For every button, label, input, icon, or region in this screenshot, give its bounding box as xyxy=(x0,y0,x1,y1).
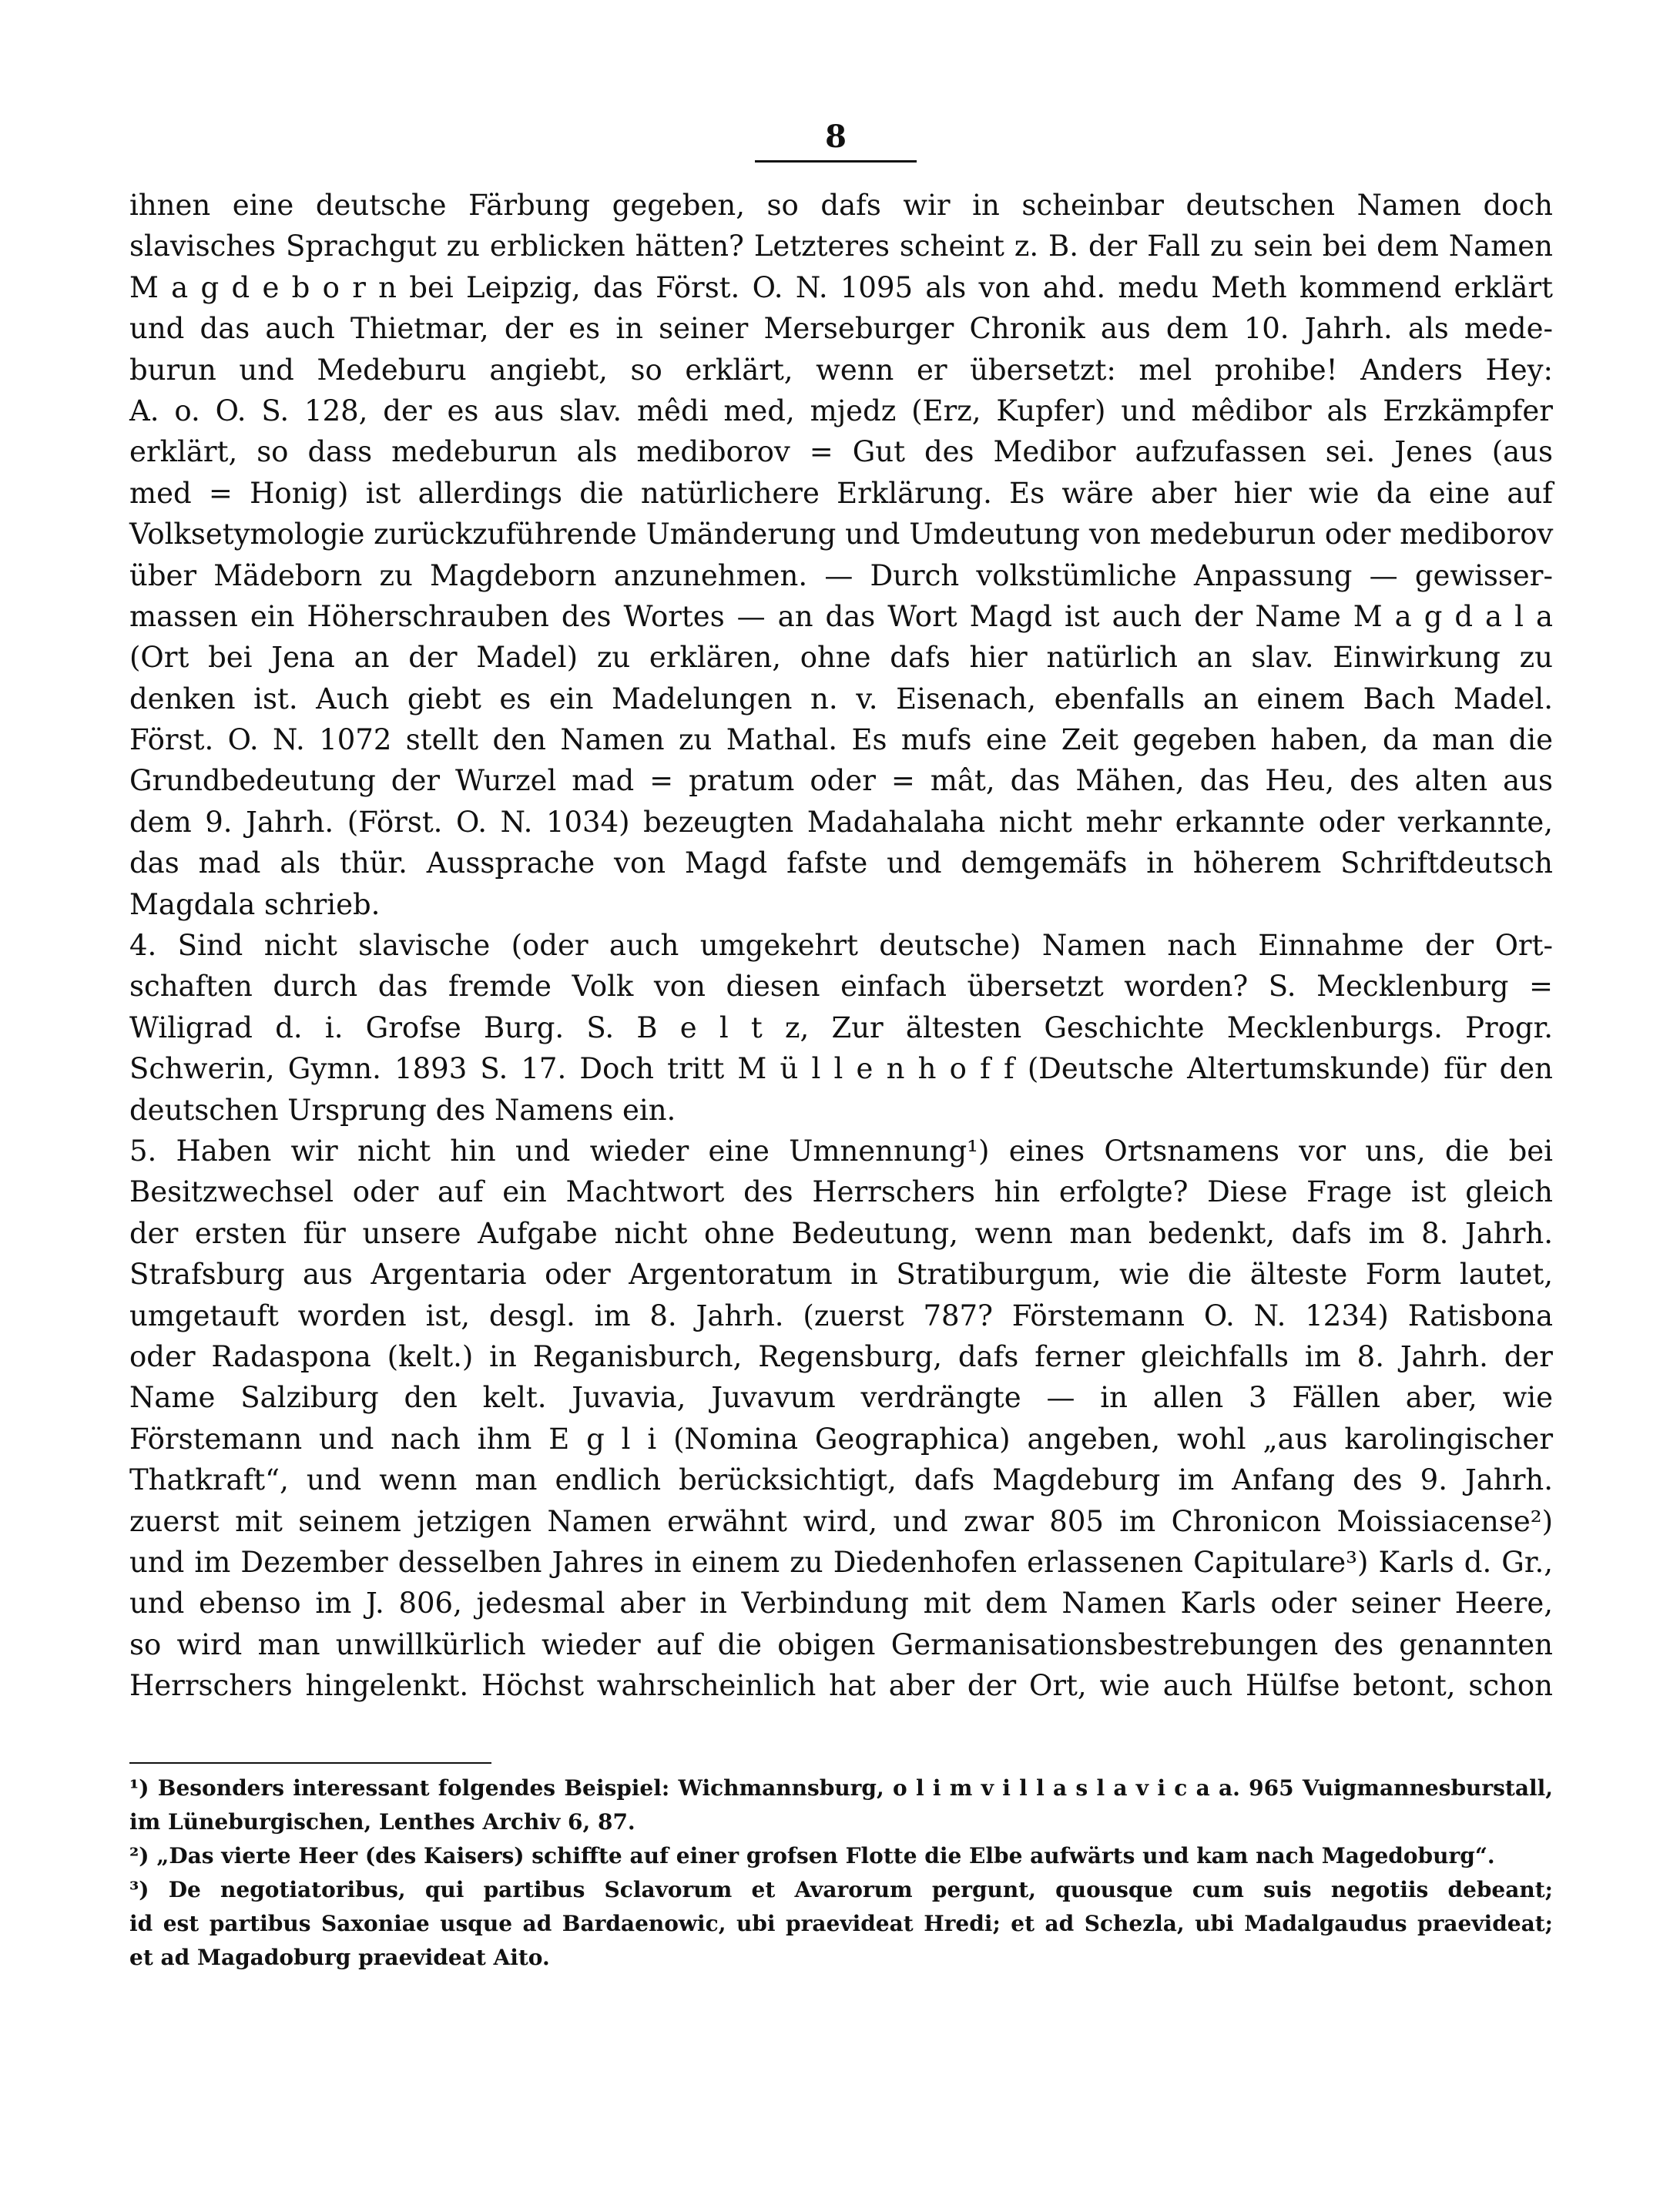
text-line: 4. Sind nicht slavische (oder auch umgekehrt deutsche) Namen nach Einnahme der Ort- xyxy=(129,929,1553,963)
text-line: so wird man unwillkürlich wieder auf die obigen Germanisationsbestrebungen des genannten xyxy=(129,1627,1553,1661)
page-number-underline xyxy=(755,160,917,163)
text-line: A. o. O. S. 128, der es aus slav. mêdi med, mjedz (Erz, Kupfer) und mêdibor als Erzkämpfer xyxy=(129,394,1553,427)
footnote-line: ¹) Besonders interessant folgendes Beispiel: Wichmannsburg, o l i m v i l l a s l a v i c a a. 965 Vuigmannesburstall, xyxy=(129,1775,1553,1801)
text-line: Schwerin, Gymn. 1893 S. 17. Doch tritt M ü l l e n h o f f (Deutsche Altertumskunde) für den xyxy=(129,1052,1553,1086)
text-line: Besitzwechsel oder auf ein Machtwort des Herrschers hin erfolgte? Diese Frage ist gleich xyxy=(129,1175,1553,1209)
text-line: ihnen eine deutsche Färbung gegeben, so dafs wir in scheinbar deutschen Namen doch xyxy=(129,189,1553,222)
text-line: und im Dezember desselben Jahres in einem zu Diedenhofen erlassenen Capitulare³) Karls d. Gr., xyxy=(129,1545,1553,1579)
text-line: deutschen Ursprung des Namens ein. xyxy=(129,1093,676,1127)
text-line: Herrschers hingelenkt. Höchst wahrscheinlich hat aber der Ort, wie auch Hülfse betont, schon xyxy=(129,1669,1553,1703)
footnote-line: ²) „Das vierte Heer (des Kaisers) schiffte auf einer grofsen Flotte die Elbe aufwärts und kam nach Magedoburg“. xyxy=(129,1843,1495,1868)
text-line: oder Radaspona (kelt.) in Reganisburch, Regensburg, dafs ferner gleichfalls im 8. Jahrh. der xyxy=(129,1339,1553,1373)
text-line: Förstemann und nach ihm E g l i (Nomina Geographica) angeben, wohl „aus karolingischer xyxy=(129,1422,1553,1456)
text-line: med = Honig) ist allerdings die natürlichere Erklärung. Es wäre aber hier wie da eine auf xyxy=(129,476,1553,510)
text-line: burun und Medeburu angiebt, so erklärt, wenn er übersetzt: mel prohibe! Anders Hey: xyxy=(129,353,1553,387)
text-line: Magdala schrieb. xyxy=(129,887,381,921)
text-line: Först. O. N. 1072 stellt den Namen zu Mathal. Es mufs eine Zeit gegeben haben, da man die xyxy=(129,723,1553,757)
text-line: M a g d e b o r n bei Leipzig, das Först. O. N. 1095 als von ahd. medu Meth kommend erklärt xyxy=(129,270,1553,304)
text-line: zuerst mit seinem jetzigen Namen erwähnt wird, und zwar 805 im Chronicon Moissiacense²) xyxy=(129,1504,1553,1538)
text-line: das mad als thür. Aussprache von Magd fafste und demgemäfs in höherem Schriftdeutsch xyxy=(129,846,1553,880)
text-line: schaften durch das fremde Volk von diesen einfach übersetzt worden? S. Mecklenburg = xyxy=(129,970,1553,1004)
text-line: (Ort bei Jena an der Madel) zu erklären, ohne dafs hier natürlich an slav. Einwirkung zu xyxy=(129,641,1553,675)
footnote-line: im Lüneburgischen, Lenthes Archiv 6, 87. xyxy=(129,1809,635,1835)
text-line: und das auch Thietmar, der es in seiner Merseburger Chronik aus dem 10. Jahrh. als mede- xyxy=(129,312,1553,346)
text-line: über Mädeborn zu Magdeborn anzunehmen. — Durch volkstümliche Anpassung — gewisser- xyxy=(129,558,1553,592)
footnotes xyxy=(129,1771,1553,1975)
footnote-line: et ad Magadoburg praevideat Aito. xyxy=(129,1945,550,1970)
text-line: slavisches Sprachgut zu erblicken hätten? Letzteres scheint z. B. der Fall zu sein bei dem Namen xyxy=(129,230,1553,263)
text-line: umgetauft worden ist, desgl. im 8. Jahrh. (zuerst 787? Förstemann O. N. 1234) Ratisbona xyxy=(129,1299,1553,1332)
text-line: Wiligrad d. i. Grofse Burg. S. B e l t z, Zur ältesten Geschichte Mecklenburgs. Progr. xyxy=(129,1010,1553,1044)
text-line: Strafsburg aus Argentaria oder Argentoratum in Stratiburgum, wie die älteste Form lautet, xyxy=(129,1258,1553,1292)
text-line: dem 9. Jahrh. (Först. O. N. 1034) bezeugten Madahalaha nicht mehr erkannte oder verkannte, xyxy=(129,805,1553,839)
footnote-line: ³) De negotiatoribus, qui partibus Sclavorum et Avarorum pergunt, quousque cum suis negotiis debeant; xyxy=(129,1877,1553,1902)
text-line: Thatkraft“, und wenn man endlich berücksichtigt, dafs Magdeburg im Anfang des 9. Jahrh. xyxy=(129,1463,1553,1497)
text-line: 5. Haben wir nicht hin und wieder eine Umnennung¹) eines Ortsnamens vor uns, die bei xyxy=(129,1134,1553,1168)
text-line: der ersten für unsere Aufgabe nicht ohne Bedeutung, wenn man bedenkt, dafs im 8. Jahrh. xyxy=(129,1216,1553,1250)
footnote-line: id est partibus Saxoniae usque ad Bardaenowic, ubi praevideat Hredi; et ad Schezla, ubi Madalgaudus praevideat; xyxy=(129,1911,1553,1936)
page-number: 8 xyxy=(825,119,847,155)
footnote-separator xyxy=(129,1762,491,1764)
text-line: erklärt, so dass medeburun als mediborov = Gut des Medibor aufzufassen sei. Jenes (aus xyxy=(129,435,1553,469)
text-line: massen ein Höherschrauben des Wortes — an das Wort Magd ist auch der Name M a g d a l a xyxy=(129,599,1553,633)
main-body-text xyxy=(129,185,1553,1706)
text-line: Grundbedeutung der Wurzel mad = pratum oder = mât, das Mähen, das Heu, des alten aus xyxy=(129,764,1553,798)
text-line: Name Salziburg den kelt. Juvavia, Juvavum verdrängte — in allen 3 Fällen aber, wie xyxy=(129,1381,1553,1415)
text-line: denken ist. Auch giebt es ein Madelungen n. v. Eisenach, ebenfalls an einem Bach Madel. xyxy=(129,682,1553,716)
text-line: und ebenso im J. 806, jedesmal aber in Verbindung mit dem Namen Karls oder seiner Heere, xyxy=(129,1587,1553,1620)
text-line: Volksetymologie zurückzuführende Umänderung und Umdeutung von medeburun oder mediborov xyxy=(129,518,1554,551)
